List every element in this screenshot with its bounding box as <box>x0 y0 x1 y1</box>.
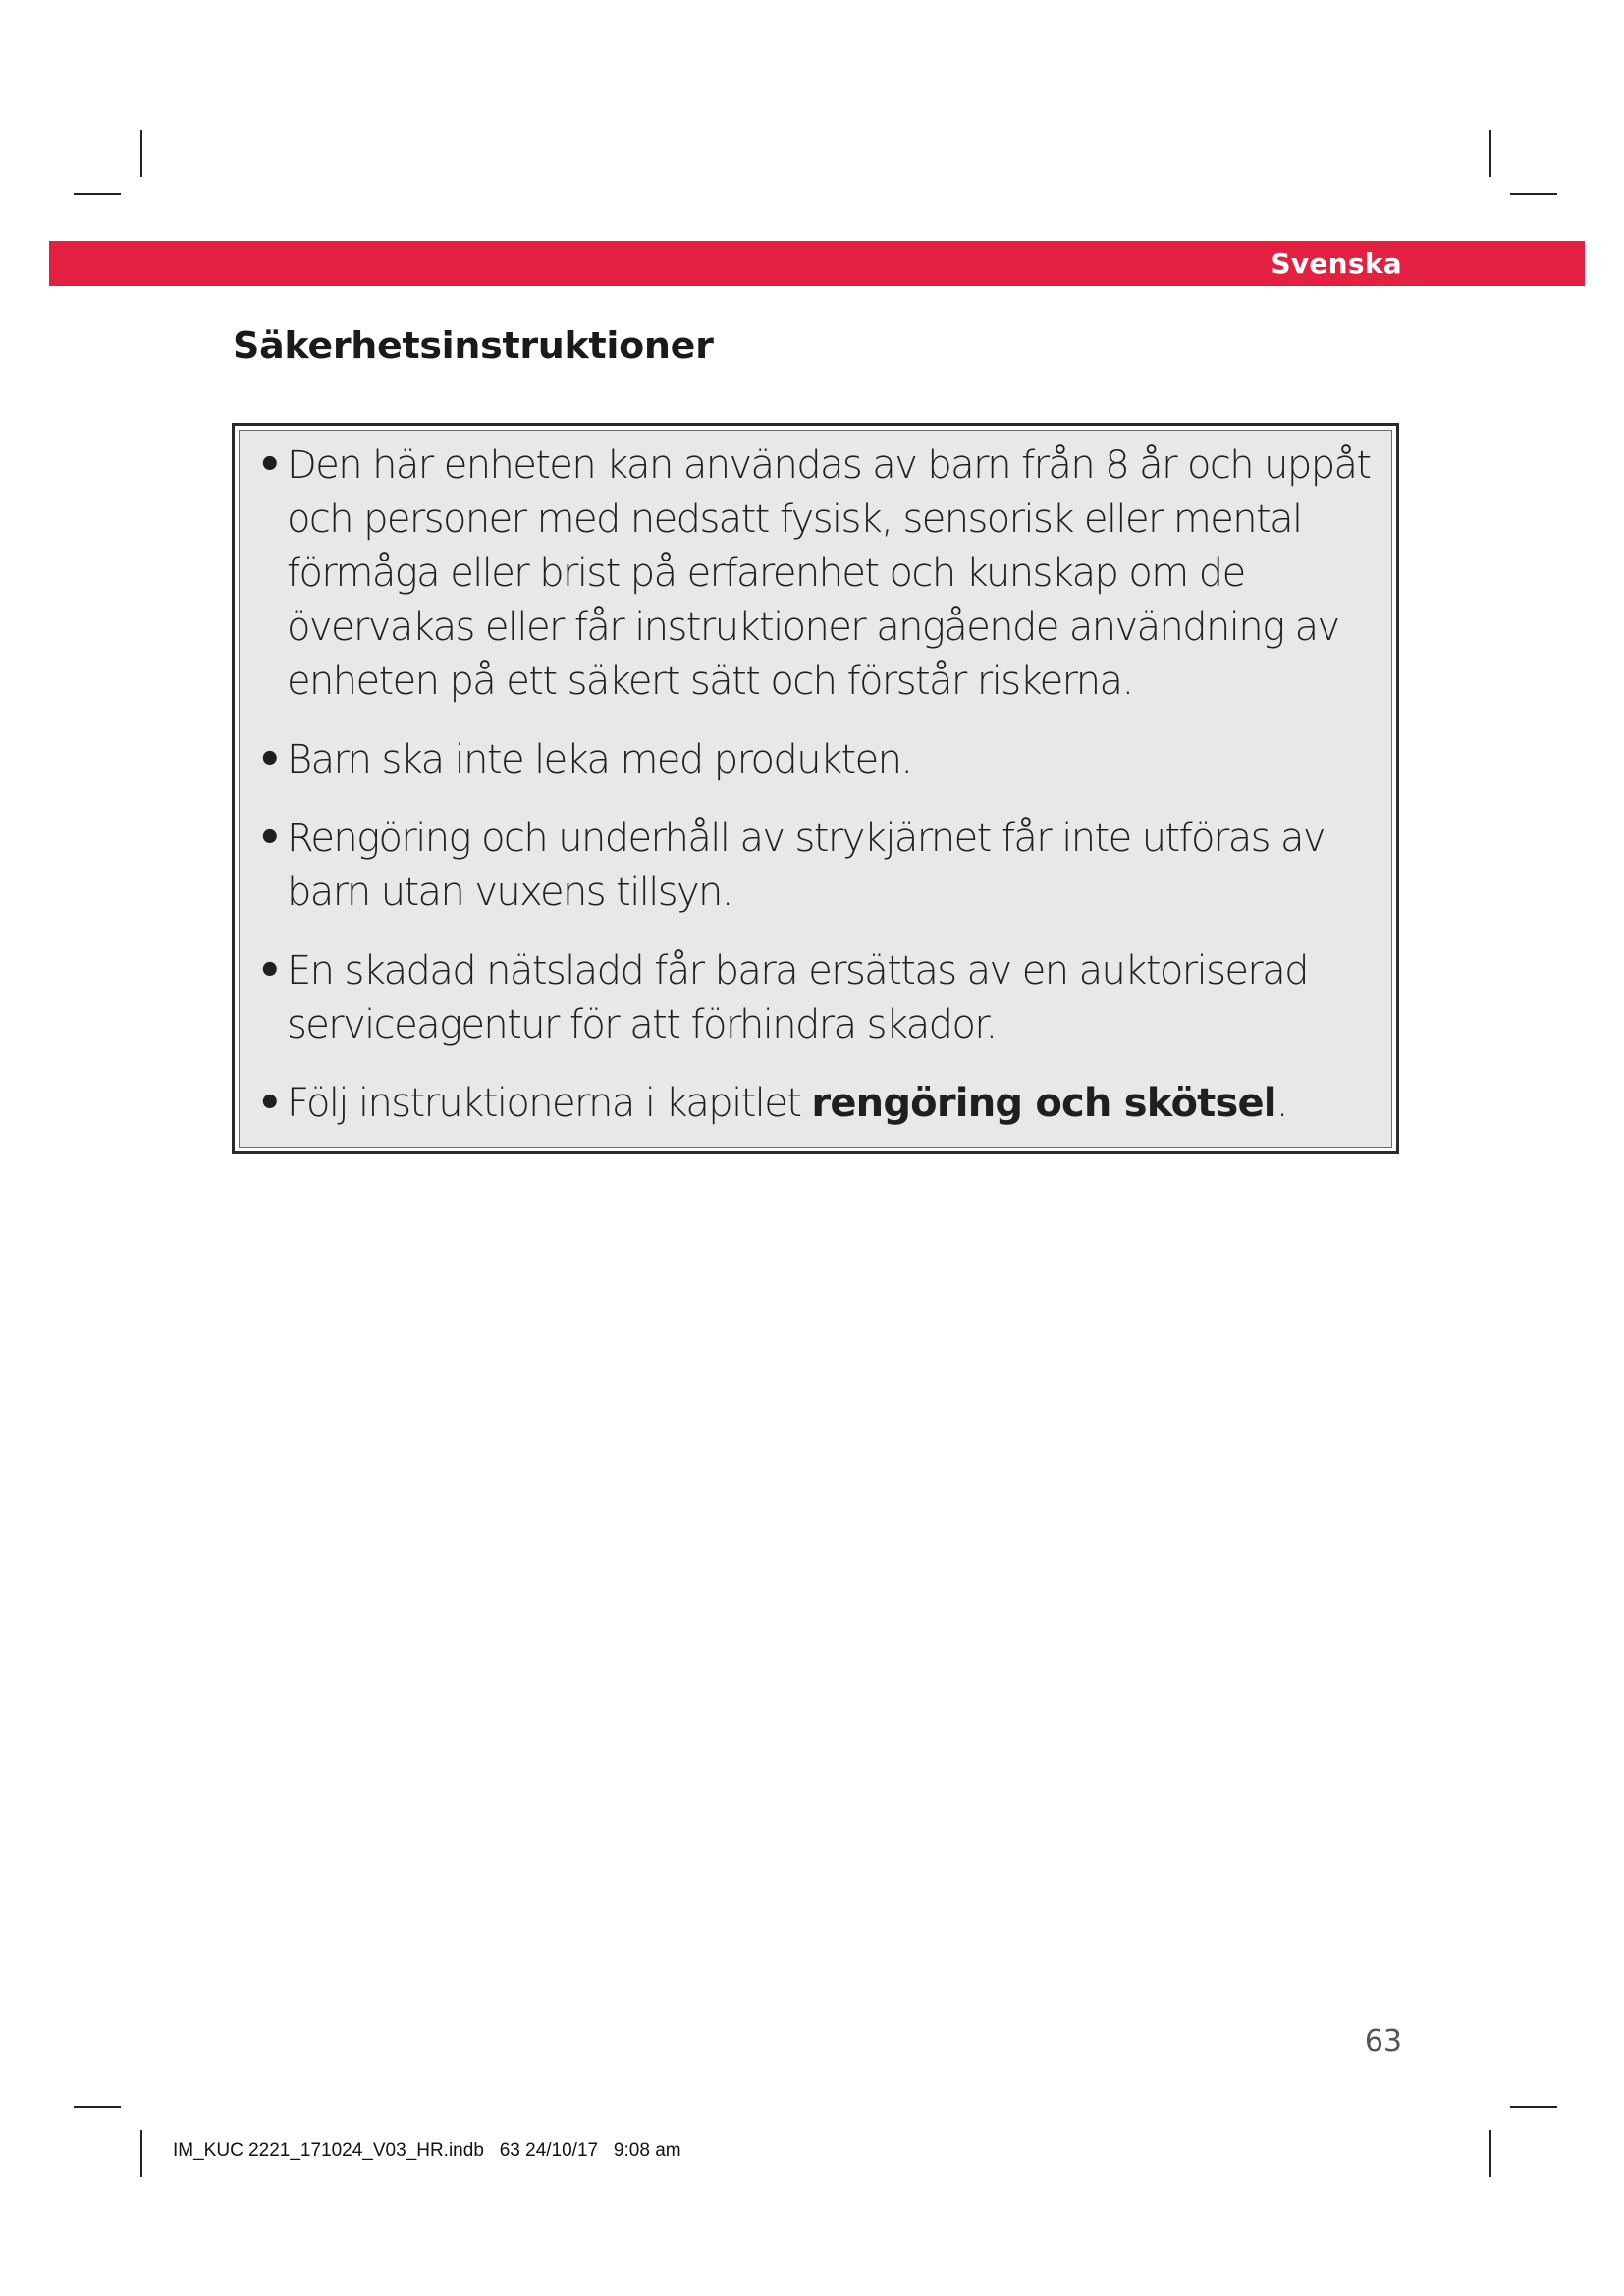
list-item-text: Barn ska inte leka med produkten. <box>287 737 912 782</box>
list-item-text: Den här enheten kan användas av barn från 8 år och uppåt och personer med nedsatt fysisk, sensorisk eller mental förmåga eller brist på erfarenhet och kunskap om de övervakas eller får instruktioner angående användning av enheten på ett säkert sätt och förstår riskerna. <box>287 443 1371 704</box>
crop-mark-bottom-left-vertical <box>140 2130 142 2177</box>
bullet-icon: • <box>257 443 281 488</box>
section-title: Säkerhetsinstruktioner <box>233 324 714 367</box>
crop-mark-top-left-vertical <box>140 130 142 177</box>
list-item <box>257 439 1374 709</box>
bullet-icon: • <box>257 948 281 993</box>
crop-mark-top-right-horizontal <box>1510 193 1557 195</box>
bullet-icon: • <box>257 737 281 782</box>
list-item <box>257 944 1374 1052</box>
crop-mark-bottom-right-horizontal <box>1510 2106 1557 2108</box>
list-item-text: Följ instruktionerna i kapitlet <box>287 1081 812 1126</box>
crop-mark-top-left-horizontal <box>74 193 121 195</box>
crop-mark-bottom-left-horizontal <box>74 2106 121 2108</box>
page-number: 63 <box>1364 2024 1402 2058</box>
language-label: Svenska <box>1271 247 1402 280</box>
list-item-suffix: . <box>1275 1081 1287 1126</box>
safety-instructions-panel <box>239 430 1392 1148</box>
crop-mark-bottom-right-vertical <box>1489 2130 1491 2177</box>
bullet-icon: • <box>257 1081 281 1126</box>
crop-mark-top-right-vertical <box>1489 130 1491 177</box>
print-slug: IM_KUC 2221_171024_V03_HR.indb 63 24/10/17 9:08 am <box>173 2140 681 2161</box>
chapter-reference: rengöring och skötsel <box>811 1081 1276 1126</box>
list-item-text: En skadad nätsladd får bara ersättas av en auktoriserad serviceagentur för att förhindra skador. <box>287 948 1308 1047</box>
safety-instructions-list <box>257 439 1374 1131</box>
list-item <box>257 733 1374 787</box>
safety-instructions-box <box>232 423 1399 1154</box>
list-item-text: Rengöring och underhåll av strykjärnet får inte utföras av barn utan vuxens tillsyn. <box>287 816 1325 915</box>
bullet-icon: • <box>257 816 281 861</box>
language-band <box>49 241 1585 286</box>
list-item <box>257 812 1374 920</box>
list-item <box>257 1077 1374 1131</box>
